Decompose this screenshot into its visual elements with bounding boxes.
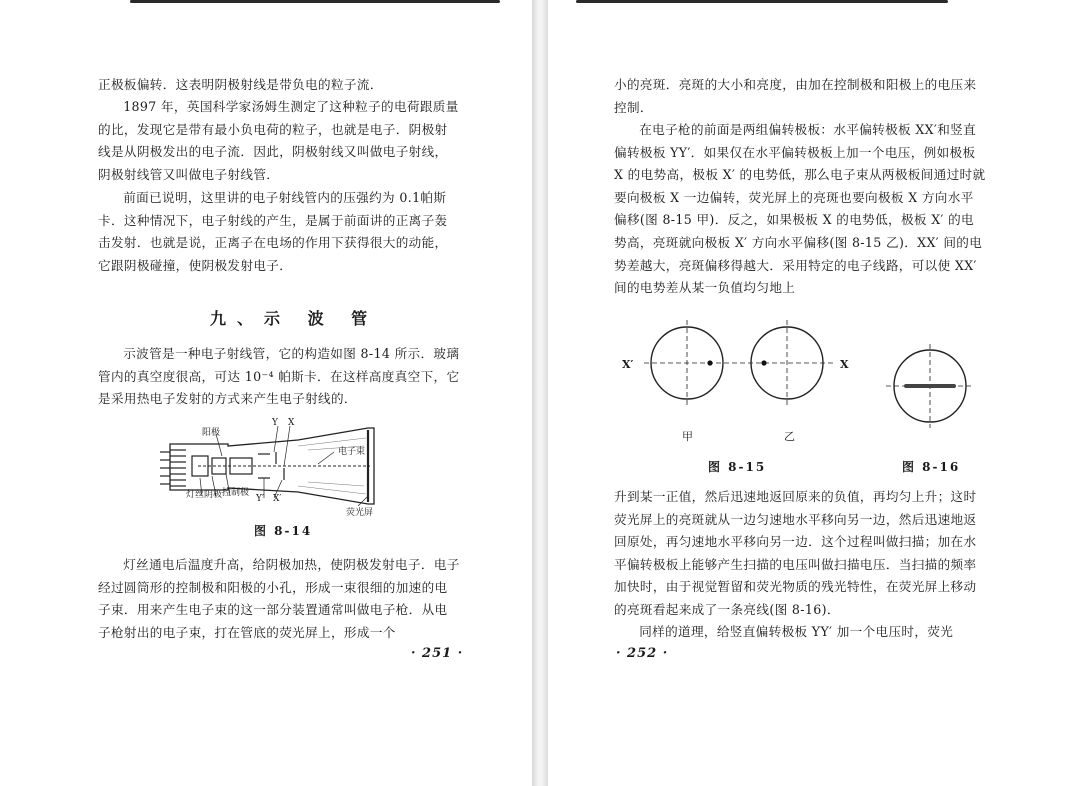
left-page (0, 0, 532, 786)
label-anode: 阳极 (202, 428, 221, 438)
figure-caption-8-16: 图 8-16 (902, 460, 961, 474)
label-x-prime-left: X′ (622, 358, 634, 371)
book-gutter (532, 0, 548, 786)
label-cathode: 阴极 (204, 490, 223, 500)
top-rule (576, 0, 948, 3)
paragraph-3: 前面已说明，这里讲的电子射线管内的压强约为 0.1帕斯卡．这种情况下，电子射线的产生，是属于前面讲的正离子轰击发射．也就是说，正离子在电场的作用下获得很大的动能，它跟阴极碰撞，使阴极发射电子． (98, 190, 448, 273)
label-screen: 荧光屏 (346, 508, 374, 518)
page-number-right: · 252 · (616, 646, 669, 661)
label-sub-a: 甲 (682, 430, 693, 443)
paragraph-oscilloscope-intro: 示波管是一种电子射线管，它的构造如图 8-14 所示．玻璃管内的真空度很高，可达 10⁻⁴ 帕斯卡．在这样高度真空下，它是采用热电子发射的方式来产生电子射线的． (98, 346, 460, 407)
paragraph-spot-control: 小的亮斑．亮斑的大小和亮度，由加在控制极和阳极上的电压来控制． (614, 77, 977, 115)
label-y-prime: Y′ (256, 494, 264, 504)
label-filament: 灯丝 (186, 490, 205, 500)
label-x-right: X (840, 358, 849, 371)
paragraph-2: 1897 年，英国科学家汤姆生测定了这种粒子的电荷跟质量的比，发现它是带有最小负电荷的粒子，也就是电子．阴极射线是从阴极发出的电子流．因此，阴极射线又叫做电子射线，阴极射线管又叫做电子射线管． (98, 99, 459, 182)
label-x-prime: X′ (273, 494, 282, 504)
scan-line-diagram-8-16 (882, 342, 982, 432)
label-sub-b: 乙 (784, 430, 795, 443)
figure-caption-8-14: 图 8-14 (254, 524, 313, 538)
paragraph-electron-gun: 灯丝通电后温度升高，给阴极加热，使阴极发射电子．电子经过圆筒形的控制极和阳极的小孔，形成一束很细的加速的电子束．用来产生电子束的这一部分装置通常叫做电子枪．从电子枪射出的电子束，打在管底的荧光屏上，形成一个 (98, 557, 460, 640)
section-heading: 九、示 波 管 (210, 309, 379, 328)
page-number-left: · 251 · (411, 646, 464, 661)
paragraph-1: 正极板偏转．这表明阴极射线是带负电的粒子流． (98, 77, 383, 92)
figure-caption-8-15: 图 8-15 (708, 460, 767, 474)
label-control-electrode: 控制极 (222, 488, 250, 498)
label-y: Y (272, 418, 278, 428)
paragraph-deflection-plates: 在电子枪的前面是两组偏转极板：水平偏转极板 XX′和竖直偏转极板 YY′．如果仅在水平偏转极板上加一个电压，例如极板 X 的电势高，极板 X′ 的电势低，那么电子束从两极板间通过时就要向极板 X 一边偏转，荧光屏上的亮斑也要向极板 X 方向水平偏移(图 8-15 甲)．反之，如果极板 X 的电势低，极板 X′ 的电势高，亮斑就向极板 X′ 方向水平偏移(图 8-15 乙)．XX′ 间的电势差越大，亮斑偏移得越大．采用特定的电子线路，可以使 XX′ 间的电势差从某一负值均匀地上 (614, 122, 986, 296)
deflection-diagram-8-15 (624, 318, 854, 428)
label-x: X (288, 418, 295, 428)
label-electron-beam: 电子束 (338, 447, 366, 457)
right-page (548, 0, 1080, 786)
paragraph-scanning: 升到某一正值，然后迅速地返回原来的负值，再均匀上升；这时荧光屏上的亮斑就从一边匀速地水平移向另一边，然后迅速地返回原处，再匀速地水平移向另一边．这个过程叫做扫描；加在水平偏转极板上能够产生扫描的电压叫做扫描电压．当扫描的频率加快时，由于视觉暂留和荧光物质的残光特性，在荧光屏上移动的亮斑看起来成了一条亮线(图 8-16)． (614, 489, 977, 617)
top-rule (130, 0, 500, 3)
paragraph-vertical-deflection: 同样的道理，给竖直偏转极板 YY′ 加一个电压时，荧光 (639, 624, 954, 639)
